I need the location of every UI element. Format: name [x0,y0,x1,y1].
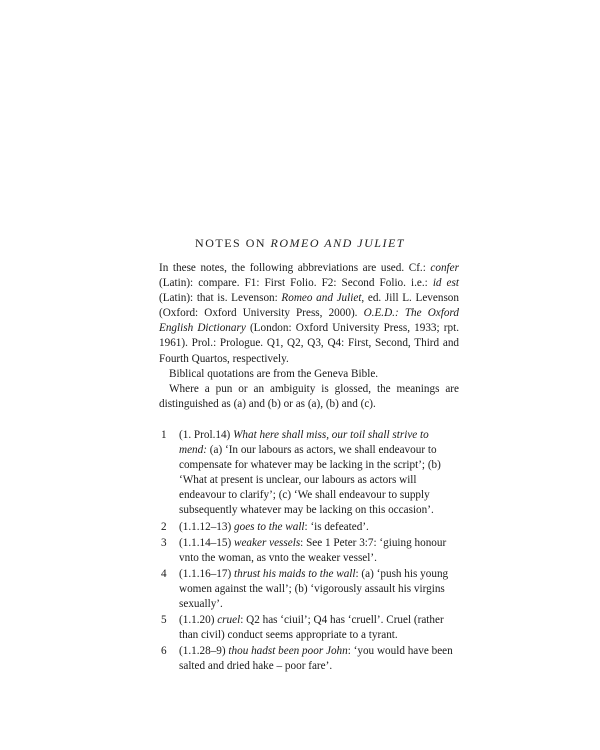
note-item [159,613,459,643]
heading-prefix: NOTES ON [195,236,271,250]
note-reference: (1. Prol.14) [179,429,234,441]
note-gloss: : (a) ‘push his young women against the wall’; (b) ‘vigorously assault his virgins sexually’. [179,567,449,611]
note-item [159,644,459,674]
intro-italic: confer [430,262,459,274]
note-number: 6 [161,645,167,658]
intro-text: (Latin): that is. Levenson: [159,292,282,305]
note-number: 2 [161,520,167,533]
intro-text: , ed. Jill L. Levenson (Oxford: Oxford University Press, 2000). [159,292,459,320]
note-gloss: (a) ‘In our labours as actors, we shall endeavour to compensate for whatever may be lacking in the script’; (b) ‘What at present is unclear, our labours as actors will endeavour to clarify’; (c) ‘We shall endeavour to supply subsequently whatever may be lacking on this occasion’. [179,444,441,517]
note-lemma: thrust his maids to the wall [234,567,356,580]
note-item [159,520,459,535]
intro-pun-paragraph: Where a pun or an ambiguity is glossed, the meanings are distinguished as (a) and (b) or as (a), (b) and (c). [159,382,459,410]
note-reference: (1.1.16–17) [179,567,234,580]
note-lemma: thou hadst been poor John [228,645,348,658]
note-lemma: cruel [217,614,241,627]
note-number: 3 [161,536,167,549]
note-lemma: What here shall miss, our toil shall strive to mend: [179,429,429,457]
intro-text: In these notes, the following abbreviations are used. Cf.: [159,262,431,274]
note-lemma: goes to the wall [234,520,305,533]
note-reference: (1.1.28–9) [179,645,229,658]
intro-italic: O.E.D.: The Oxford English Dictionary [159,307,459,335]
note-gloss: : See 1 Peter 3:7: ‘giuing honour vnto the woman, as vnto the weaker vessel’. [179,536,447,564]
intro-bible-paragraph: Biblical quotations are from the Geneva Bible. [169,367,379,380]
note-number: 1 [161,429,167,441]
note-number: 4 [161,567,167,580]
note-number: 5 [161,614,167,627]
page-heading [0,236,600,251]
note-item [159,536,459,566]
notes-list [159,428,459,676]
note-gloss: : ‘you would have been salted and dried hake – poor fare’. [179,645,453,673]
intro-text: (London: Oxford University Press, 1933; rpt. 1961). Prol.: Prologue. Q1, Q2, Q3, Q4: First, Second, Third and Fourth Quartos, respectively. [159,322,459,365]
note-reference: (1.1.14–15) [179,536,234,549]
note-gloss: : ‘is defeated’. [304,520,369,533]
note-lemma: weaker vessels [234,536,301,549]
note-item [159,567,459,612]
intro-text: (Latin): compare. F1: First Folio. F2: Second Folio. i.e.: [159,277,433,290]
heading-title: ROMEO AND JULIET [270,236,405,250]
intro-italic: id est [432,277,459,290]
note-item [159,428,459,519]
intro-italic: Romeo and Juliet [281,292,362,305]
intro-section [159,261,459,412]
intro-abbreviations-paragraph [159,261,459,367]
note-reference: (1.1.12–13) [179,520,234,533]
note-gloss: : Q2 has ‘ciuil’; Q4 has ‘cruell’. Cruel (rather than civil) conduct seems appropriate to a tyrant. [179,614,444,642]
note-reference: (1.1.20) [179,614,218,627]
